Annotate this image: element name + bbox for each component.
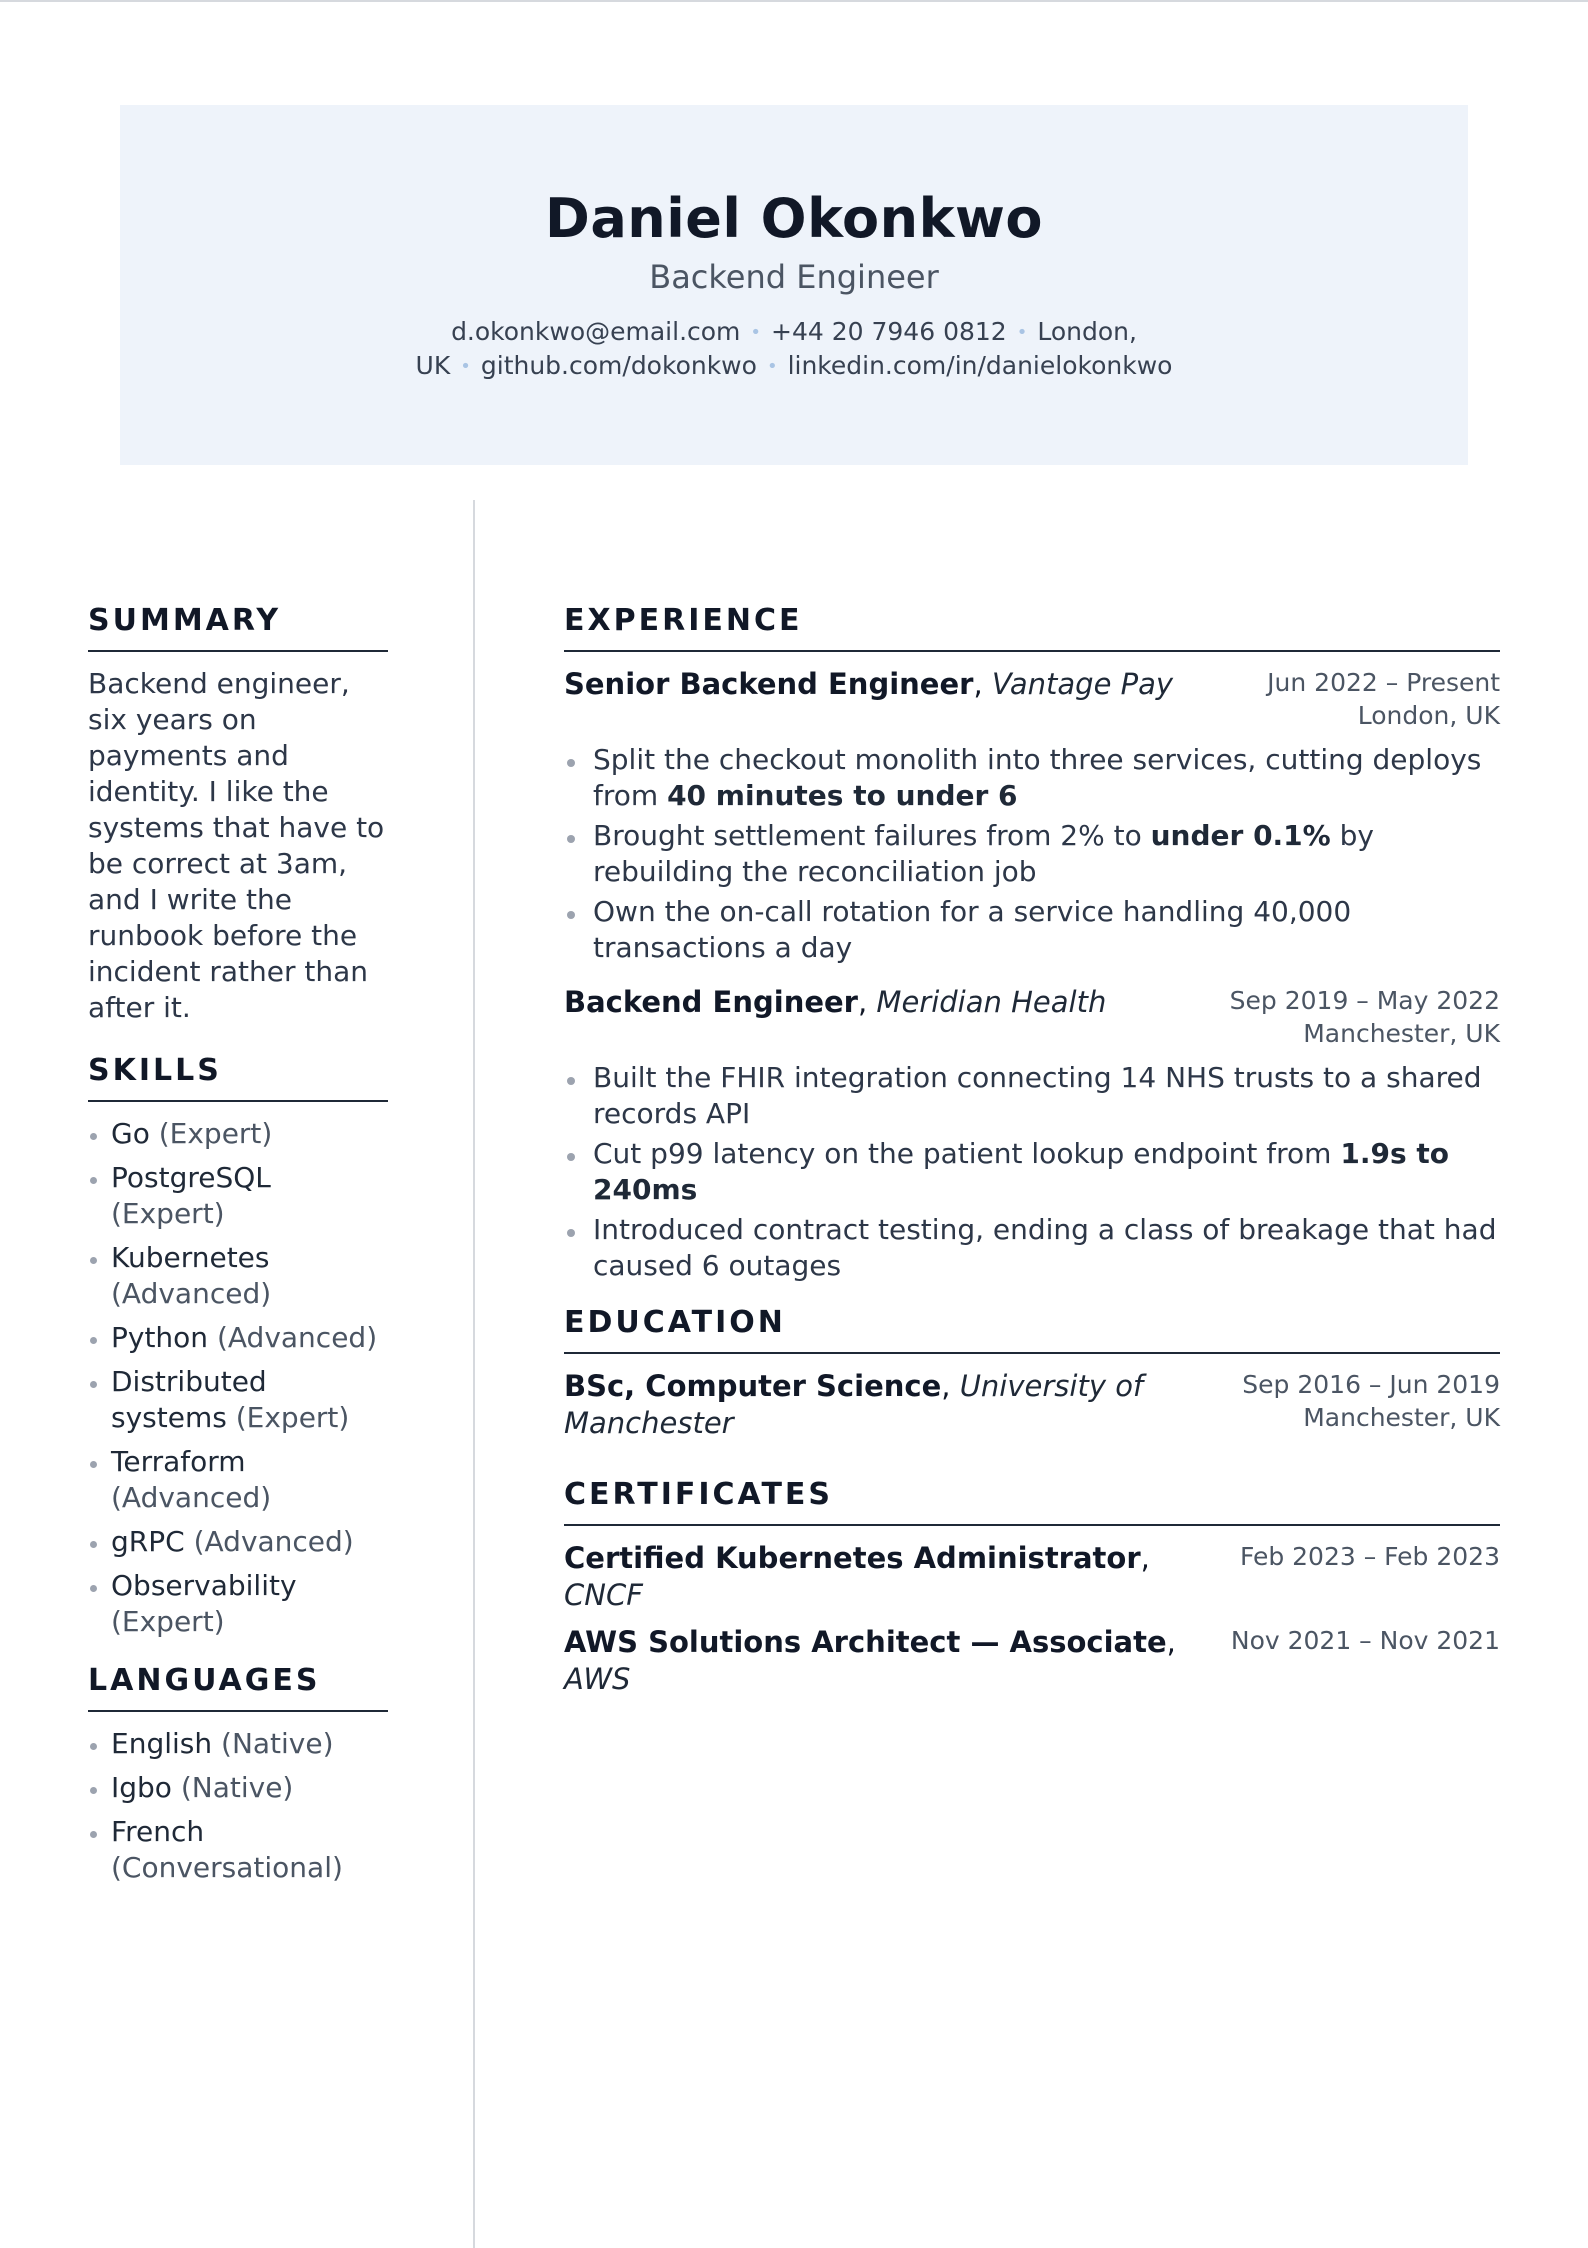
job-org: Meridian Health [876,985,1107,1019]
skill-level: (Expert) [158,1117,273,1150]
job-heading: Backend Engineer, Meridian Health [564,985,1107,1019]
separator-dot: • [460,356,471,377]
education-dates: Sep 2016 – Jun 2019 [1242,1370,1500,1399]
skills-list [88,1116,388,1640]
skill-item [88,1444,388,1516]
top-rule [0,0,1588,2]
skill-level: (Advanced) [216,1321,378,1354]
certificates-list [564,1540,1500,1698]
bullet-highlight: 1.9s to 240ms [593,1137,1449,1206]
skills-section [88,1052,388,1640]
location-text: London, UK [415,317,1137,380]
certificate-meta [1240,1540,1500,1573]
language-item [88,1726,388,1762]
languages-section [88,1662,388,1886]
bullet-text: by rebuilding the reconciliation job [593,819,1374,888]
summary-heading: SUMMARY [88,602,388,652]
certificate-entry [564,1624,1500,1698]
education-location: Manchester, UK [1303,1403,1500,1432]
bullet-highlight: 40 minutes to under 6 [667,779,1018,812]
language-item [88,1770,388,1806]
job-bullet [564,1060,1500,1132]
skill-level: (Expert) [111,1197,225,1230]
summary-text: Backend engineer, six years on payments and identity. I like the systems that have to be correct at 3am, and I write the runbook before the incident rather than after it. [88,667,385,1024]
skill-level: (Advanced) [193,1525,354,1558]
skill-name: Go [111,1117,150,1150]
skill-level: (Expert) [235,1401,350,1434]
bullet-text: Built the FHIR integration connecting 14 NHS trusts to a shared records API [593,1061,1482,1130]
job-bullets [564,742,1500,966]
linkedin-link[interactable]: linkedin.com/in/danielokonkwo [787,351,1173,380]
certificates-heading: CERTIFICATES [564,1476,1500,1526]
skill-name: Terraform [111,1445,246,1478]
job-bullet [564,742,1500,814]
job-bullet [564,894,1500,966]
language-name: English [111,1727,213,1760]
skill-item [88,1524,388,1560]
job-header [564,984,1500,1050]
main-column [564,602,1500,1698]
job-bullet [564,1212,1500,1284]
skill-name: gRPC [111,1525,185,1558]
job-bullet [564,1136,1500,1208]
bullet-highlight: under 0.1% [1150,819,1331,852]
candidate-role: Backend Engineer [649,258,939,296]
skill-item [88,1320,388,1356]
certificate-org: AWS [564,1662,631,1696]
skill-name: Kubernetes [111,1241,270,1274]
job-title: Senior Backend Engineer [564,667,974,701]
job-org: Vantage Pay [991,667,1174,701]
language-item [88,1814,388,1886]
skill-item [88,1160,388,1232]
sidebar [88,602,388,1894]
experience-section [564,602,1500,1284]
education-header [564,1368,1500,1442]
bullet-text: Introduced contract testing, ending a class of breakage that had caused 6 outages [593,1213,1497,1282]
certificate-heading: AWS Solutions Architect — Associate, AWS [564,1625,1176,1696]
education-heading: EDUCATION [564,1304,1500,1354]
separator-dot: • [1016,322,1028,343]
language-name: French [111,1815,205,1848]
separator-dot: • [766,356,778,377]
languages-list [88,1726,388,1886]
skill-name: Observability [111,1569,297,1602]
job-title: Backend Engineer [564,985,858,1019]
skill-name: Python [111,1321,209,1354]
github-link[interactable]: github.com/dokonkwo [480,351,757,380]
resume-header [120,105,1468,465]
job-entry [564,666,1500,966]
job-location: London, UK [1357,701,1500,730]
certificate-header [564,1540,1500,1614]
job-meta [1267,666,1500,732]
certificate-header [564,1624,1500,1698]
languages-heading: LANGUAGES [88,1662,388,1712]
skill-name: Distributed systems [111,1365,267,1434]
skill-item [88,1240,388,1312]
certificate-org: CNCF [564,1578,643,1612]
certificate-title: AWS Solutions Architect — Associate [564,1625,1167,1659]
skill-item [88,1568,388,1640]
job-bullets [564,1060,1500,1284]
job-dates: Sep 2019 – May 2022 [1229,986,1500,1015]
certificates-section [564,1476,1500,1698]
jobs-list [564,666,1500,1284]
email-link[interactable]: d.okonkwo@email.com [451,317,741,346]
skill-level: (Advanced) [111,1277,272,1310]
skills-heading: SKILLS [88,1052,388,1102]
job-dates: Jun 2022 – Present [1267,668,1500,697]
education-heading: BSc, Computer Science, University of Manchester [564,1369,1144,1440]
job-header [564,666,1500,732]
job-heading: Senior Backend Engineer, Vantage Pay [564,667,1174,701]
language-level: (Conversational) [111,1851,343,1884]
column-divider [473,500,475,2248]
job-entry [564,984,1500,1284]
education-list [564,1368,1500,1442]
bullet-text: Brought settlement failures from 2% to [593,819,1151,852]
certificate-dates: Feb 2023 – Feb 2023 [1239,1542,1500,1571]
skill-item [88,1116,388,1152]
phone-text: +44 20 7946 0812 [771,317,1007,346]
education-section [564,1304,1500,1442]
summary-section [88,602,388,1026]
certificate-heading: Certified Kubernetes Administrator, CNCF [564,1541,1150,1612]
skill-item [88,1364,388,1436]
education-org: University of Manchester [564,1369,1144,1440]
language-level: (Native) [221,1727,334,1760]
certificate-title: Certified Kubernetes Administrator [564,1541,1141,1575]
certificate-dates: Nov 2021 – Nov 2021 [1230,1626,1500,1655]
education-meta [1242,1368,1500,1434]
experience-heading: EXPERIENCE [564,602,1500,652]
job-meta [1230,984,1500,1050]
education-entry [564,1368,1500,1442]
bullet-text: Cut p99 latency on the patient lookup endpoint from [593,1137,1341,1170]
bullet-text: Own the on-call rotation for a service handling 40,000 transactions a day [593,895,1352,964]
candidate-name: Daniel Okonkwo [545,187,1043,250]
bullet-text: Split the checkout monolith into three services, cutting deploys from [593,743,1482,812]
language-name: Igbo [111,1771,172,1804]
separator-dot: • [750,322,762,343]
skill-name: PostgreSQL [111,1161,271,1194]
contact-line [394,315,1194,383]
language-level: (Native) [180,1771,294,1804]
job-location: Manchester, UK [1303,1019,1500,1048]
job-bullet [564,818,1500,890]
certificate-meta [1231,1624,1500,1657]
certificate-entry [564,1540,1500,1614]
skill-level: (Expert) [111,1605,225,1638]
education-title: BSc, Computer Science [564,1369,942,1403]
skill-level: (Advanced) [111,1481,272,1514]
